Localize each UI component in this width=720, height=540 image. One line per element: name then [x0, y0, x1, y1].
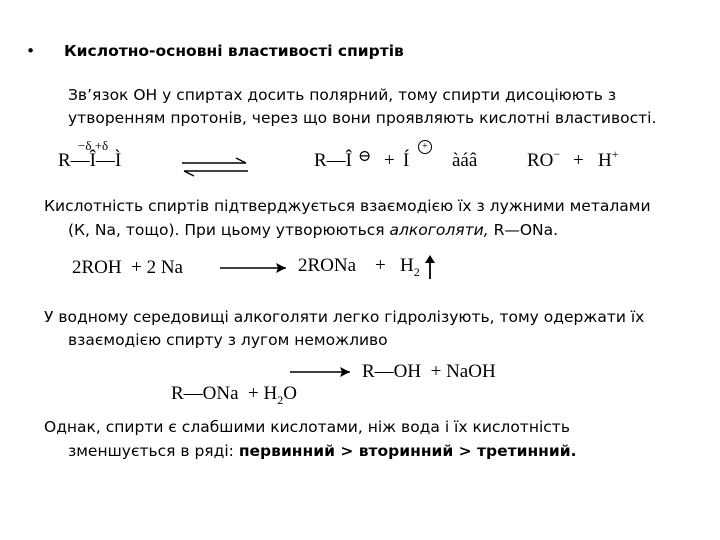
p2-line2: (К, Na, тощо). При цьому утворюються алкоголяти, R—ONa. [68, 221, 559, 239]
reaction-arrow [220, 262, 290, 274]
reaction-arrow [290, 366, 354, 378]
gas-up-arrow-icon [425, 255, 435, 279]
eq1-garbled-text: àáâ [452, 150, 478, 171]
term-alcoholates: алкоголяти, [389, 221, 489, 239]
p4-line1: Однак, спирти є слабшими кислотами, ніж вода і їх кислотність [44, 418, 570, 436]
eq1-left: R—Î—Ì [58, 150, 122, 171]
acidity-series: первинний > вторинний > третинний. [238, 442, 577, 460]
eq1-plus2: + [573, 150, 584, 171]
equilibrium-arrows [180, 158, 250, 176]
minus-circle-icon: ⊖ [358, 148, 372, 165]
p4-line2: зменшується в ряді: первинний > вторинний > третинний. [68, 442, 577, 460]
plus-circle-icon: + [418, 140, 432, 154]
eq2-plus: + [375, 255, 386, 276]
eq1-ro: RO− [527, 147, 561, 171]
bullet: • [26, 42, 36, 60]
eq3-right: R—OH + NaOH [362, 361, 496, 382]
p3-line2: взаємодією спирту з лугом неможливо [68, 331, 388, 349]
eq1-anion: R—Î [314, 150, 352, 171]
eq1-proton: H+ [598, 147, 619, 171]
eq2-left: 2ROH + 2 Na [72, 257, 183, 278]
eq2-hydrogen: $H_2$ [400, 255, 420, 279]
p1-line1: Зв’язок ОН у спиртах досить полярний, тому спирти дисоціюють з [68, 86, 617, 104]
p3-line1: У водному середовищі алкоголяти легко гідролізують, тому одержати їх [44, 308, 645, 326]
section-title: Кислотно-основні властивості спиртів [64, 42, 404, 60]
partial-charges: −δ +δ [78, 138, 109, 153]
eq1-plus1: + [384, 150, 395, 171]
p2-line1: Кислотність спиртів підтверджується взаємодією їх з лужними металами [44, 197, 651, 215]
eq1-cation: Í [403, 150, 410, 171]
p1-line2: утворенням протонів, через що вони проявляють кислотні властивості. [68, 109, 657, 127]
eq3-left: R—ONa + $H_2O$ [171, 383, 297, 407]
eq2-product: 2RONa [298, 255, 357, 276]
